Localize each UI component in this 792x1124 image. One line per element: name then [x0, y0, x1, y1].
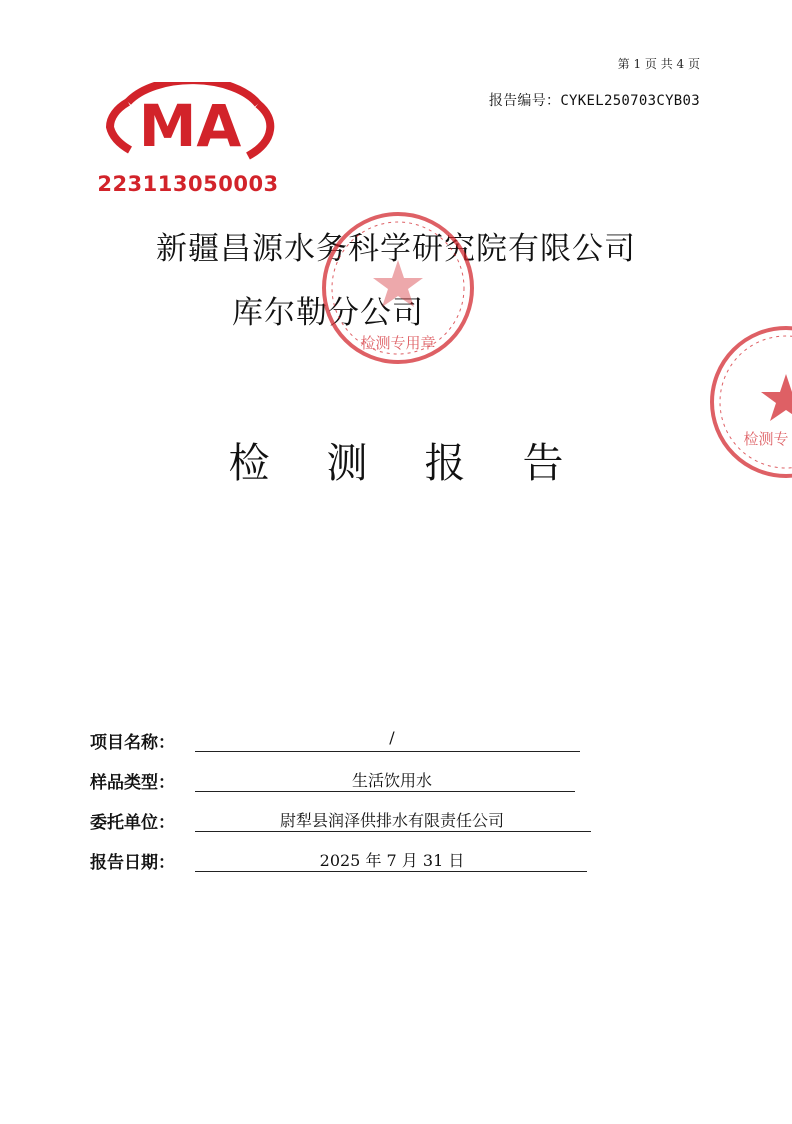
cma-logo-text: MA [138, 92, 242, 160]
seal-text: 检测专 [743, 430, 789, 448]
company-name-line2: 库尔勒分公司 [232, 295, 424, 331]
field-project-name [90, 728, 610, 756]
field-report-date [90, 848, 610, 876]
field-underline [195, 831, 591, 832]
company-name-line1: 新疆昌源水务科学研究院有限公司 [156, 231, 636, 267]
field-value: / [389, 728, 395, 747]
field-underline [195, 791, 575, 792]
field-label: 委托单位： [90, 813, 175, 833]
field-label: 项目名称： [90, 733, 175, 753]
field-sample-type [90, 768, 610, 796]
field-label: 样品类型： [90, 773, 175, 793]
field-value: 2025 年 7 月 31 日 [319, 851, 465, 870]
field-value: 生活饮用水 [351, 771, 432, 790]
field-value: 尉犁县润泽供排水有限责任公司 [279, 811, 504, 830]
document-title: 检 测 报 告 [228, 439, 586, 487]
report-number [420, 90, 700, 110]
seal-text: 检测专用章 [360, 334, 436, 352]
report-number-label: 报告编号： [488, 93, 561, 109]
field-underline [195, 871, 587, 872]
field-underline [195, 751, 580, 752]
page-indicator: 第 1 页 共 4 页 [617, 57, 700, 71]
cma-certificate-number: 223113050003 [97, 172, 279, 196]
field-label: 报告日期： [90, 853, 175, 873]
field-client [90, 808, 610, 836]
report-number-value: CYKEL250703CYB03 [560, 93, 700, 109]
